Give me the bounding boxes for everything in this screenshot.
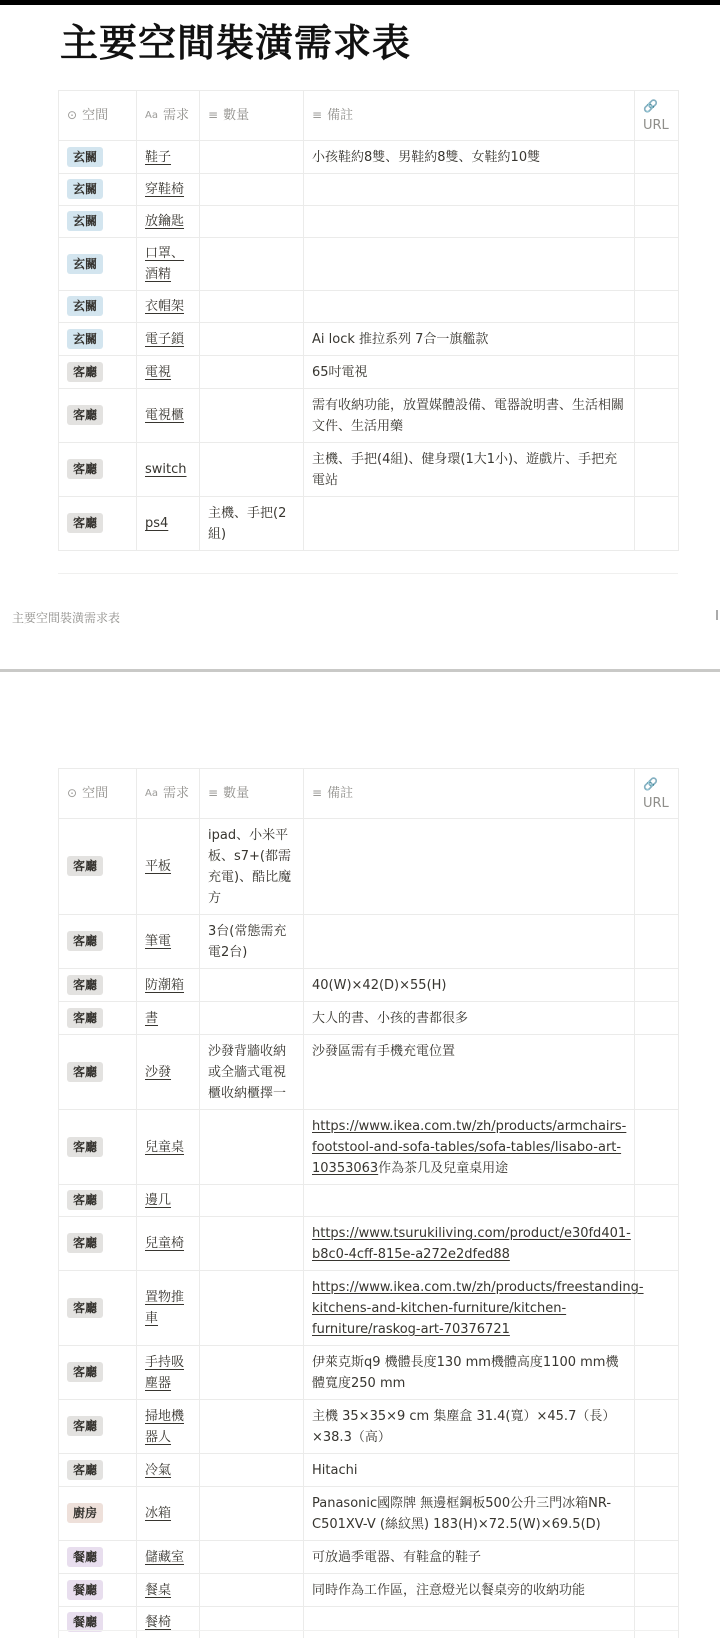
table-row[interactable]: [59, 389, 679, 443]
notes-text: 40(W)×42(D)×55(H): [312, 978, 447, 993]
requirement-page-link[interactable]: 書: [145, 1010, 159, 1026]
space-cell[interactable]: [59, 1541, 137, 1574]
requirement-cell[interactable]: [137, 497, 200, 551]
url-cell[interactable]: [635, 174, 679, 206]
url-cell[interactable]: [635, 1346, 679, 1400]
requirement-page-link[interactable]: 手持吸塵器: [145, 1354, 185, 1391]
quantity-cell[interactable]: [200, 389, 304, 443]
table-row[interactable]: [59, 238, 679, 291]
requirement-cell[interactable]: [137, 819, 200, 915]
space-cell[interactable]: [59, 206, 137, 238]
text-property-icon: ≡: [312, 786, 323, 800]
notes-text: 同時作為工作區，注意燈光以餐桌旁的收納功能: [312, 1583, 586, 1598]
space-tag: 廚房: [67, 1503, 103, 1523]
column-header-requirement[interactable]: Aa 需求: [137, 769, 200, 819]
quantity-text: 沙發背牆收納或全牆式電視櫃收納櫃擇一: [208, 1044, 287, 1101]
quantity-cell[interactable]: [200, 1400, 304, 1454]
requirement-page-link[interactable]: 邊几: [145, 1193, 172, 1208]
table-row[interactable]: [59, 206, 679, 238]
url-cell[interactable]: [635, 1217, 679, 1271]
space-cell[interactable]: [59, 141, 137, 174]
url-cell[interactable]: [635, 1400, 679, 1454]
url-cell[interactable]: [635, 443, 679, 497]
space-cell[interactable]: [59, 1271, 137, 1346]
requirement-page-link[interactable]: 沙發: [145, 1064, 172, 1080]
url-cell[interactable]: [635, 238, 679, 291]
notes-cell[interactable]: [304, 819, 635, 915]
link-icon: 🔗: [643, 776, 658, 791]
column-header-requirement[interactable]: Aa 需求: [137, 91, 200, 141]
requirement-page-link[interactable]: 置物推車: [145, 1290, 185, 1326]
space-tag: 玄關: [67, 147, 103, 167]
quantity-cell[interactable]: [200, 1217, 304, 1271]
notes-cell[interactable]: [304, 291, 635, 323]
table-row[interactable]: [59, 1110, 679, 1185]
notes-cell[interactable]: [304, 1217, 635, 1271]
space-tag: 客廳: [67, 975, 103, 995]
quantity-text: 3台(常態需充電2台): [208, 924, 287, 960]
requirement-page-link[interactable]: 電視櫃: [145, 408, 185, 423]
space-tag: 客廳: [67, 931, 103, 951]
notes-cell[interactable]: [304, 497, 635, 551]
quantity-cell[interactable]: [200, 1487, 304, 1541]
space-cell[interactable]: [59, 819, 137, 915]
notes-text: 可放過季電器、有鞋盒的鞋子: [312, 1550, 482, 1565]
space-tag: 客廳: [67, 1008, 103, 1028]
space-cell[interactable]: [59, 174, 137, 206]
table-row[interactable]: [59, 969, 679, 1002]
table-row[interactable]: [59, 174, 679, 206]
column-header-quantity[interactable]: ≡ 數量: [200, 91, 304, 141]
space-cell[interactable]: [59, 238, 137, 291]
table-row[interactable]: [59, 1346, 679, 1400]
table-row[interactable]: [59, 915, 679, 969]
space-cell[interactable]: [59, 1607, 137, 1638]
notes-cell[interactable]: [304, 389, 635, 443]
requirement-cell[interactable]: [137, 389, 200, 443]
quantity-text: ipad、小米平板、s7+(都需充電)、酷比魔方: [208, 828, 292, 906]
url-cell[interactable]: [635, 356, 679, 389]
table-row[interactable]: [59, 1271, 679, 1346]
url-cell[interactable]: [635, 497, 679, 551]
quantity-cell[interactable]: [200, 174, 304, 206]
url-cell[interactable]: [635, 389, 679, 443]
requirement-page-link[interactable]: 鞋子: [145, 149, 172, 165]
requirement-cell[interactable]: [137, 1487, 200, 1541]
notes-cell[interactable]: [304, 1400, 635, 1454]
table-row[interactable]: [59, 291, 679, 323]
requirement-cell[interactable]: [137, 141, 200, 174]
table-row[interactable]: [59, 1217, 679, 1271]
top-border: [0, 0, 720, 5]
space-tag: 玄關: [67, 211, 103, 231]
requirement-cell[interactable]: [137, 915, 200, 969]
space-tag: 客廳: [67, 513, 103, 533]
requirement-cell[interactable]: [137, 174, 200, 206]
url-cell[interactable]: [635, 819, 679, 915]
edge-mark: [716, 610, 718, 620]
requirement-page-link[interactable]: 掃地機器人: [145, 1408, 185, 1445]
space-tag: 客廳: [67, 1362, 103, 1382]
space-cell[interactable]: [59, 497, 137, 551]
quantity-cell[interactable]: [200, 1185, 304, 1217]
url-cell[interactable]: [635, 1487, 679, 1541]
notes-cell[interactable]: [304, 323, 635, 356]
requirements-table-page-1: [58, 90, 679, 551]
space-tag: 玄關: [67, 296, 103, 316]
space-cell[interactable]: [59, 1185, 137, 1217]
space-cell[interactable]: [59, 1346, 137, 1400]
requirement-cell[interactable]: [137, 206, 200, 238]
page-2-divider: [58, 1630, 678, 1631]
column-header-url[interactable]: 🔗 URL: [635, 769, 679, 819]
table-row[interactable]: [59, 356, 679, 389]
requirement-page-link[interactable]: 兒童椅: [145, 1236, 185, 1251]
quantity-cell[interactable]: [200, 1541, 304, 1574]
table-row[interactable]: [59, 1487, 679, 1541]
notes-link[interactable]: https://www.tsurukiliving.com/product/e30fd401-b8c0-4cff-815e-a272e2dfed88: [312, 1226, 631, 1262]
requirement-cell[interactable]: [137, 1002, 200, 1035]
select-property-icon: ⊙: [67, 108, 78, 122]
quantity-cell[interactable]: [200, 497, 304, 551]
space-cell[interactable]: [59, 1574, 137, 1607]
notes-text: Hitachi: [312, 1463, 358, 1478]
requirement-page-link[interactable]: 衣帽架: [145, 299, 185, 314]
requirement-page-link[interactable]: 餐桌: [145, 1582, 172, 1598]
quantity-cell[interactable]: [200, 206, 304, 238]
space-cell[interactable]: [59, 443, 137, 497]
notes-link[interactable]: https://www.ikea.com.tw/zh/products/armchairs-footstool-and-sofa-tables/sofa-tables/lisabo-art-10353063: [312, 1119, 627, 1176]
url-cell[interactable]: [635, 1035, 679, 1110]
requirements-table-page-2: [58, 768, 679, 1638]
requirement-page-link[interactable]: 口罩、酒精: [145, 246, 185, 282]
requirement-cell[interactable]: [137, 1346, 200, 1400]
notes-cell[interactable]: [304, 1574, 635, 1607]
space-tag: 客廳: [67, 1298, 103, 1318]
requirement-cell[interactable]: [137, 323, 200, 356]
requirement-cell[interactable]: [137, 1185, 200, 1217]
notes-text: 主機、手把(4組)、健身環(1大1小)、遊戲片、手把充電站: [312, 452, 618, 488]
space-cell[interactable]: [59, 389, 137, 443]
column-header-notes[interactable]: ≡ 備註: [304, 769, 635, 819]
requirement-cell[interactable]: [137, 1217, 200, 1271]
notes-text: 小孩鞋約8雙、男鞋約8雙、女鞋約10雙: [312, 150, 541, 165]
requirement-cell[interactable]: [137, 1400, 200, 1454]
table-row[interactable]: [59, 1185, 679, 1217]
space-tag: 玄關: [67, 329, 103, 349]
space-cell[interactable]: [59, 1454, 137, 1487]
table-row[interactable]: [59, 497, 679, 551]
table-row[interactable]: [59, 323, 679, 356]
requirement-page-link[interactable]: switch: [145, 462, 187, 477]
requirement-cell[interactable]: [137, 1454, 200, 1487]
notes-cell[interactable]: [304, 1607, 635, 1638]
url-cell[interactable]: [635, 1110, 679, 1185]
quantity-cell[interactable]: [200, 141, 304, 174]
notes-cell[interactable]: [304, 1541, 635, 1574]
requirement-cell[interactable]: [137, 443, 200, 497]
quantity-cell[interactable]: [200, 819, 304, 915]
column-header-notes[interactable]: ≡ 備註: [304, 91, 635, 141]
quantity-cell[interactable]: [200, 1454, 304, 1487]
url-cell[interactable]: [635, 1574, 679, 1607]
column-header-url[interactable]: 🔗 URL: [635, 91, 679, 141]
url-cell[interactable]: [635, 1002, 679, 1035]
requirement-page-link[interactable]: 防潮箱: [145, 977, 185, 993]
requirement-cell[interactable]: [137, 1574, 200, 1607]
space-cell[interactable]: [59, 323, 137, 356]
table-row[interactable]: [59, 141, 679, 174]
space-tag: 客廳: [67, 1137, 103, 1157]
space-tag: 客廳: [67, 362, 103, 382]
table-row[interactable]: [59, 1607, 679, 1638]
space-tag: 玄關: [67, 254, 103, 274]
notes-cell[interactable]: [304, 1454, 635, 1487]
notes-cell[interactable]: [304, 1002, 635, 1035]
requirement-page-link[interactable]: 電視: [145, 364, 172, 380]
requirement-cell[interactable]: [137, 1035, 200, 1110]
text-property-icon: ≡: [208, 108, 219, 122]
space-cell[interactable]: [59, 1487, 137, 1541]
notes-cell[interactable]: [304, 141, 635, 174]
space-tag: 玄關: [67, 179, 103, 199]
column-header-space[interactable]: ⊙ 空間: [59, 91, 137, 141]
quantity-cell[interactable]: [200, 1574, 304, 1607]
table-row[interactable]: [59, 819, 679, 915]
table-header-row: [59, 769, 679, 819]
url-cell[interactable]: [635, 291, 679, 323]
quantity-text: 主機、手把(2組): [208, 506, 287, 542]
requirement-page-link[interactable]: 儲藏室: [145, 1549, 185, 1565]
space-tag: 餐廳: [67, 1580, 103, 1600]
notes-cell[interactable]: [304, 1271, 644, 1346]
space-cell[interactable]: [59, 915, 137, 969]
url-cell[interactable]: [635, 915, 679, 969]
title-property-icon: Aa: [145, 110, 158, 121]
space-cell[interactable]: [59, 1110, 137, 1185]
requirement-cell[interactable]: [137, 1607, 200, 1638]
select-property-icon: ⊙: [67, 786, 78, 800]
notes-cell[interactable]: [304, 969, 635, 1002]
notes-cell[interactable]: [304, 1346, 635, 1400]
notes-link[interactable]: https://www.ikea.com.tw/zh/products/freestanding-kitchens-and-kitchen-furniture/kitchen-furniture/raskog-art-70376721: [312, 1280, 644, 1337]
link-icon: 🔗: [643, 98, 658, 113]
url-cell[interactable]: [635, 1541, 679, 1574]
notes-cell[interactable]: [304, 238, 635, 291]
requirement-cell[interactable]: [137, 356, 200, 389]
requirement-page-link[interactable]: 平板: [145, 859, 172, 874]
quantity-cell[interactable]: [200, 969, 304, 1002]
quantity-cell[interactable]: [200, 238, 304, 291]
url-cell[interactable]: [635, 969, 679, 1002]
table-row[interactable]: [59, 1400, 679, 1454]
quantity-cell[interactable]: [200, 1035, 304, 1110]
notes-text: Panasonic國際牌 無邊框鋼板500公升三門冰箱NR-C501XV-V (絲紋黑) 183(H)×72.5(W)×69.5(D): [312, 1496, 612, 1532]
url-cell[interactable]: [635, 141, 679, 174]
quantity-cell[interactable]: [200, 1002, 304, 1035]
space-tag: 餐廳: [67, 1547, 103, 1567]
quantity-cell[interactable]: [200, 291, 304, 323]
requirement-page-link[interactable]: 冰箱: [145, 1506, 172, 1521]
url-cell[interactable]: [635, 323, 679, 356]
requirement-page-link[interactable]: 放鑰匙: [145, 214, 185, 229]
quantity-cell[interactable]: [200, 1607, 304, 1638]
space-tag: 客廳: [67, 856, 103, 876]
space-cell[interactable]: [59, 1002, 137, 1035]
table-row[interactable]: [59, 1541, 679, 1574]
space-tag: 客廳: [67, 1233, 103, 1253]
quantity-cell[interactable]: [200, 356, 304, 389]
notes-cell[interactable]: [304, 443, 635, 497]
notes-text: 大人的書、小孩的書都很多: [312, 1011, 469, 1026]
quantity-cell[interactable]: [200, 323, 304, 356]
space-tag: 客廳: [67, 1190, 103, 1210]
space-tag: 客廳: [67, 459, 103, 479]
space-cell[interactable]: [59, 356, 137, 389]
notes-cell[interactable]: [304, 206, 635, 238]
table-row[interactable]: [59, 1574, 679, 1607]
url-cell[interactable]: [635, 1454, 679, 1487]
space-tag: 客廳: [67, 1062, 103, 1082]
requirement-cell[interactable]: [137, 969, 200, 1002]
requirement-page-link[interactable]: 筆電: [145, 934, 172, 949]
quantity-cell[interactable]: [200, 915, 304, 969]
space-cell[interactable]: [59, 1217, 137, 1271]
notes-text: 需有收納功能，放置媒體設備、電器說明書、生活相關文件、生活用藥: [312, 398, 625, 434]
page-separator: [0, 669, 720, 672]
space-cell[interactable]: [59, 1400, 137, 1454]
page-title: 主要空間裝潢需求表: [60, 21, 412, 65]
requirement-page-link[interactable]: 穿鞋椅: [145, 182, 185, 197]
space-tag: 餐廳: [67, 1612, 103, 1632]
requirement-cell[interactable]: [137, 1541, 200, 1574]
requirement-page-link[interactable]: 餐椅: [145, 1615, 172, 1630]
column-header-quantity[interactable]: ≡ 數量: [200, 769, 304, 819]
requirement-page-link[interactable]: 兒童桌: [145, 1139, 185, 1155]
table-row[interactable]: [59, 1002, 679, 1035]
notes-text: 65吋電視: [312, 365, 368, 380]
page-1-divider: [58, 573, 678, 574]
space-tag: 客廳: [67, 1416, 103, 1436]
quantity-cell[interactable]: [200, 1110, 304, 1185]
space-cell[interactable]: [59, 291, 137, 323]
notes-cell[interactable]: [304, 1185, 635, 1217]
notes-cell[interactable]: [304, 174, 635, 206]
text-property-icon: ≡: [208, 786, 219, 800]
requirement-cell[interactable]: [137, 1271, 200, 1346]
notes-text: 作為茶几及兒童桌用途: [378, 1161, 509, 1176]
requirement-page-link[interactable]: 冷氣: [145, 1462, 172, 1478]
column-header-space[interactable]: ⊙ 空間: [59, 769, 137, 819]
title-property-icon: Aa: [145, 788, 158, 799]
url-cell[interactable]: [635, 206, 679, 238]
notes-text: 伊萊克斯q9 機體長度130 mm機體高度1100 mm機體寬度250 mm: [312, 1355, 619, 1391]
table-row[interactable]: [59, 443, 679, 497]
quantity-cell[interactable]: [200, 443, 304, 497]
requirement-cell[interactable]: [137, 238, 200, 291]
space-cell[interactable]: [59, 1035, 137, 1110]
requirement-page-link[interactable]: 電子鎖: [145, 331, 185, 347]
url-cell[interactable]: [635, 1607, 679, 1638]
notes-cell[interactable]: [304, 1110, 635, 1185]
url-cell[interactable]: [635, 1185, 679, 1217]
table-row[interactable]: [59, 1454, 679, 1487]
quantity-cell[interactable]: [200, 1271, 304, 1346]
requirement-cell[interactable]: [137, 291, 200, 323]
space-tag: 客廳: [67, 1460, 103, 1480]
requirement-cell[interactable]: [137, 1110, 200, 1185]
notes-cell[interactable]: [304, 915, 635, 969]
notes-text: 主機 35×35×9 cm 集塵盒 31.4(寬）×45.7（長）×38.3（高）: [312, 1409, 616, 1445]
text-property-icon: ≡: [312, 108, 323, 122]
notes-text: 沙發區需有手機充電位置: [312, 1044, 456, 1059]
table-row[interactable]: [59, 1035, 679, 1110]
space-cell[interactable]: [59, 969, 137, 1002]
quantity-cell[interactable]: [200, 1346, 304, 1400]
notes-cell[interactable]: [304, 1487, 635, 1541]
footer-title: 主要空間裝潢需求表: [12, 611, 121, 625]
notes-cell[interactable]: [304, 356, 635, 389]
notes-text: Ai lock 推拉系列 7合一旗艦款: [312, 332, 489, 347]
table-header-row: [59, 91, 679, 141]
requirement-page-link[interactable]: ps4: [145, 516, 169, 531]
space-tag: 客廳: [67, 405, 103, 425]
notes-cell[interactable]: [304, 1035, 635, 1110]
